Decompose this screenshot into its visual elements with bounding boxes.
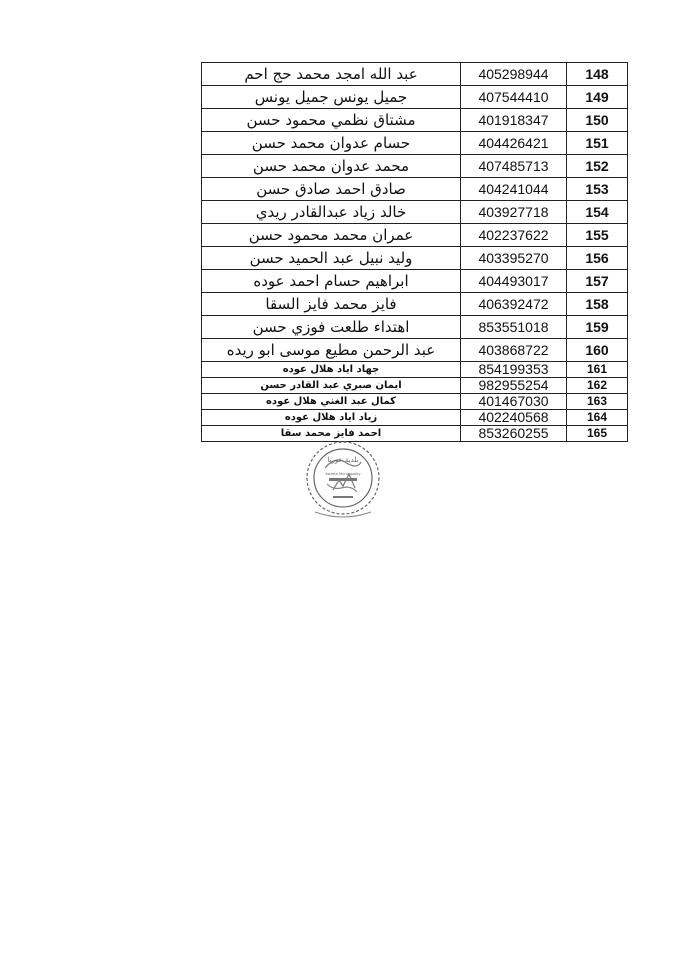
id-number-cell: 853551018	[461, 316, 567, 339]
name-cell: جميل يونس جميل يونس	[202, 86, 461, 109]
serial-number-cell: 151	[567, 132, 628, 155]
name-cell: عمران محمد محمود حسن	[202, 224, 461, 247]
table-row	[202, 247, 628, 270]
name-cell: عبد الرحمن مطيع موسى ابو ريده	[202, 339, 461, 362]
id-number-cell: 403927718	[461, 201, 567, 224]
name-cell: جهاد اياد هلال عوده	[202, 362, 461, 378]
serial-number-cell: 154	[567, 201, 628, 224]
table-row	[202, 109, 628, 132]
serial-number-cell: 163	[567, 394, 628, 410]
serial-number-cell: 164	[567, 410, 628, 426]
table-row	[202, 394, 628, 410]
serial-number-cell: 148	[567, 63, 628, 86]
name-cell: كمال عبد الغني هلال عوده	[202, 394, 461, 410]
table-row	[202, 63, 628, 86]
name-cell: ابراهيم حسام احمد عوده	[202, 270, 461, 293]
id-number-cell: 403868722	[461, 339, 567, 362]
serial-number-cell: 159	[567, 316, 628, 339]
table-row	[202, 178, 628, 201]
id-number-cell: 401918347	[461, 109, 567, 132]
names-table	[201, 62, 628, 442]
id-number-cell: 407485713	[461, 155, 567, 178]
name-cell: زياد اياد هلال عوده	[202, 410, 461, 426]
id-number-cell: 404493017	[461, 270, 567, 293]
id-number-cell: 405298944	[461, 63, 567, 86]
table-row	[202, 132, 628, 155]
table-row	[202, 86, 628, 109]
table-row	[202, 155, 628, 178]
serial-number-cell: 152	[567, 155, 628, 178]
table-body	[202, 63, 628, 442]
table-row	[202, 201, 628, 224]
serial-number-cell: 149	[567, 86, 628, 109]
name-cell: خالد زياد عبدالقادر ريدي	[202, 201, 461, 224]
serial-number-cell: 155	[567, 224, 628, 247]
municipality-stamp	[303, 438, 383, 520]
table-row	[202, 316, 628, 339]
id-number-cell: 854199353	[461, 362, 567, 378]
stamp-text-top: بلدية عورتا	[327, 456, 359, 464]
serial-number-cell: 150	[567, 109, 628, 132]
id-number-cell: 402240568	[461, 410, 567, 426]
serial-number-cell: 162	[567, 378, 628, 394]
stamp-seal-icon	[303, 438, 383, 520]
serial-number-cell: 157	[567, 270, 628, 293]
name-cell: مشتاق نظمي محمود حسن	[202, 109, 461, 132]
name-cell: حسام عدوان محمد حسن	[202, 132, 461, 155]
serial-number-cell: 165	[567, 426, 628, 442]
serial-number-cell: 156	[567, 247, 628, 270]
id-number-cell: 403395270	[461, 247, 567, 270]
name-cell: فايز محمد فايز السقا	[202, 293, 461, 316]
table-row	[202, 339, 628, 362]
serial-number-cell: 161	[567, 362, 628, 378]
table-row	[202, 426, 628, 442]
name-cell: اهتداء طلعت فوزي حسن	[202, 316, 461, 339]
table-row	[202, 224, 628, 247]
name-cell: وليد نبيل عبد الحميد حسن	[202, 247, 461, 270]
id-number-cell: 407544410	[461, 86, 567, 109]
id-number-cell: 404241044	[461, 178, 567, 201]
id-number-cell: 404426421	[461, 132, 567, 155]
serial-number-cell: 153	[567, 178, 628, 201]
id-number-cell: 406392472	[461, 293, 567, 316]
table-row	[202, 378, 628, 394]
serial-number-cell: 158	[567, 293, 628, 316]
table-row	[202, 362, 628, 378]
id-number-cell: 402237622	[461, 224, 567, 247]
id-number-cell: 853260255	[461, 426, 567, 442]
stamp-text-mid: Awarta Municipality	[325, 472, 361, 476]
id-number-cell: 401467030	[461, 394, 567, 410]
name-cell: عبد الله امجد محمد حج احم	[202, 63, 461, 86]
name-cell: محمد عدوان محمد حسن	[202, 155, 461, 178]
table-row	[202, 293, 628, 316]
serial-number-cell: 160	[567, 339, 628, 362]
table-row	[202, 410, 628, 426]
name-cell: احمد فايز محمد سقا	[202, 426, 461, 442]
table-row	[202, 270, 628, 293]
name-cell: ايمان صبري عبد القادر حسن	[202, 378, 461, 394]
name-cell: صادق احمد صادق حسن	[202, 178, 461, 201]
id-number-cell: 982955254	[461, 378, 567, 394]
